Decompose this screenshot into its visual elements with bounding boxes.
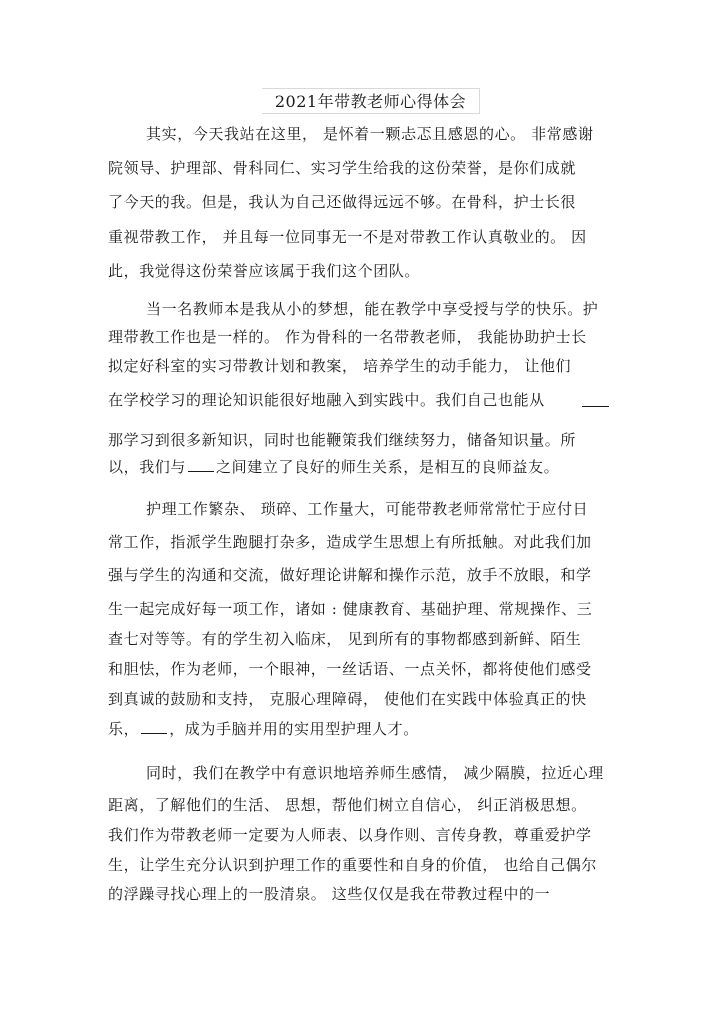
- paragraph-3-line-8: [108, 719, 628, 739]
- paragraph-2-line-3: 拟定好科室的实习带教计划和教案， 培养学生的动手能力， 让他们: [108, 357, 572, 375]
- document-title: 2021年带教老师心得体会: [262, 88, 480, 114]
- paragraph-3-line-8-end: ，成为手脑并用的实用型护理人才。: [169, 720, 419, 738]
- fill-in-blank: [188, 457, 214, 472]
- paragraph-3-line-4: 生一起完成好每一项工作，诸如 : 健康教育、基础护理、常规操作、三: [108, 600, 593, 618]
- paragraph-1-line-1: 其实，今天我站在这里， 是怀着一颗忐忑且感恩的心。 非常感谢: [146, 125, 594, 143]
- paragraph-1-line-3: 了今天的我。但是，我认为自己还做得远远不够。在骨科，护士长很: [108, 193, 577, 211]
- paragraph-4-line-3: 我们作为带教老师一定要为人师表、以身作则、言传身教，尊重爱护学: [108, 826, 592, 844]
- paragraph-3-line-3: 强与学生的沟通和交流，做好理论讲解和操作示范，放手不放眼，和学: [108, 566, 592, 584]
- paragraph-3-line-1: 护理工作繁杂、 琐碎、工作量大，可能带教老师常常忙于应付日: [146, 500, 589, 518]
- paragraph-2-line-6-end: 之间建立了良好的师生关系，是相互的良师益友。: [216, 458, 560, 476]
- paragraph-3-line-8-start: 乐，: [108, 720, 140, 738]
- fill-in-blank: [582, 394, 609, 407]
- paragraph-3-line-2: 常工作，指派学生跑腿打杂多，造成学生思想上有所抵触。对此我们加: [108, 533, 592, 551]
- paragraph-3-line-5: 查七对等等。有的学生初入临床， 见到所有的事物都感到新鲜、陌生: [108, 630, 582, 648]
- paragraph-4-line-2: 距离，了解他们的生活、 思想，帮他们树立自信心， 纠正消极思想。: [108, 796, 587, 814]
- paragraph-2-line-1: 当一名教师本是我从小的梦想，能在教学中享受授与学的快乐。护: [146, 300, 599, 318]
- paragraph-3-line-6: 和胆怯，作为老师，一个眼神，一丝话语、一点关怀，都将使他们感受: [108, 660, 592, 678]
- paragraph-4-line-1: 同时，我们在教学中有意识地培养师生感情， 减少隔膜，拉近心理: [146, 764, 604, 782]
- paragraph-1-line-2: 院领导、护理部、骨科同仁、实习学生给我的这份荣誉，是你们成就: [108, 159, 577, 177]
- paragraph-2-line-5: 那学习到很多新知识，同时也能鞭策我们继续努力，储备知识量。所: [108, 431, 577, 449]
- paragraph-2-line-2: 理带教工作也是一样的。 作为骨科的一名带教老师， 我能协助护士长: [108, 328, 587, 346]
- paragraph-2-line-6: [108, 457, 628, 477]
- paragraph-1-line-5: 此，我觉得这份荣誉应该属于我们这个团队。: [108, 262, 421, 280]
- paragraph-2-line-4: 在学校学习的理论知识能很好地融入到实践中。我们自己也能从: [108, 391, 545, 409]
- paragraph-4-line-5: 的浮躁寻找心理上的一股清泉。 这些仅仅是我在带教过程中的一: [108, 885, 551, 903]
- fill-in-blank: [141, 719, 167, 734]
- paragraph-1-line-4: 重视带教工作， 并且每一位同事无一不是对带教工作认真敬业的。 因: [108, 228, 587, 246]
- paragraph-2-line-6-start: 以，我们与: [108, 458, 187, 476]
- paragraph-4-line-4: 生，让学生充分认识到护理工作的重要性和自身的价值， 也给自己偶尔: [108, 856, 597, 874]
- paragraph-3-line-7: 到真诚的鼓励和支持， 克服心理障碍， 使他们在实践中体验真正的快: [108, 690, 587, 708]
